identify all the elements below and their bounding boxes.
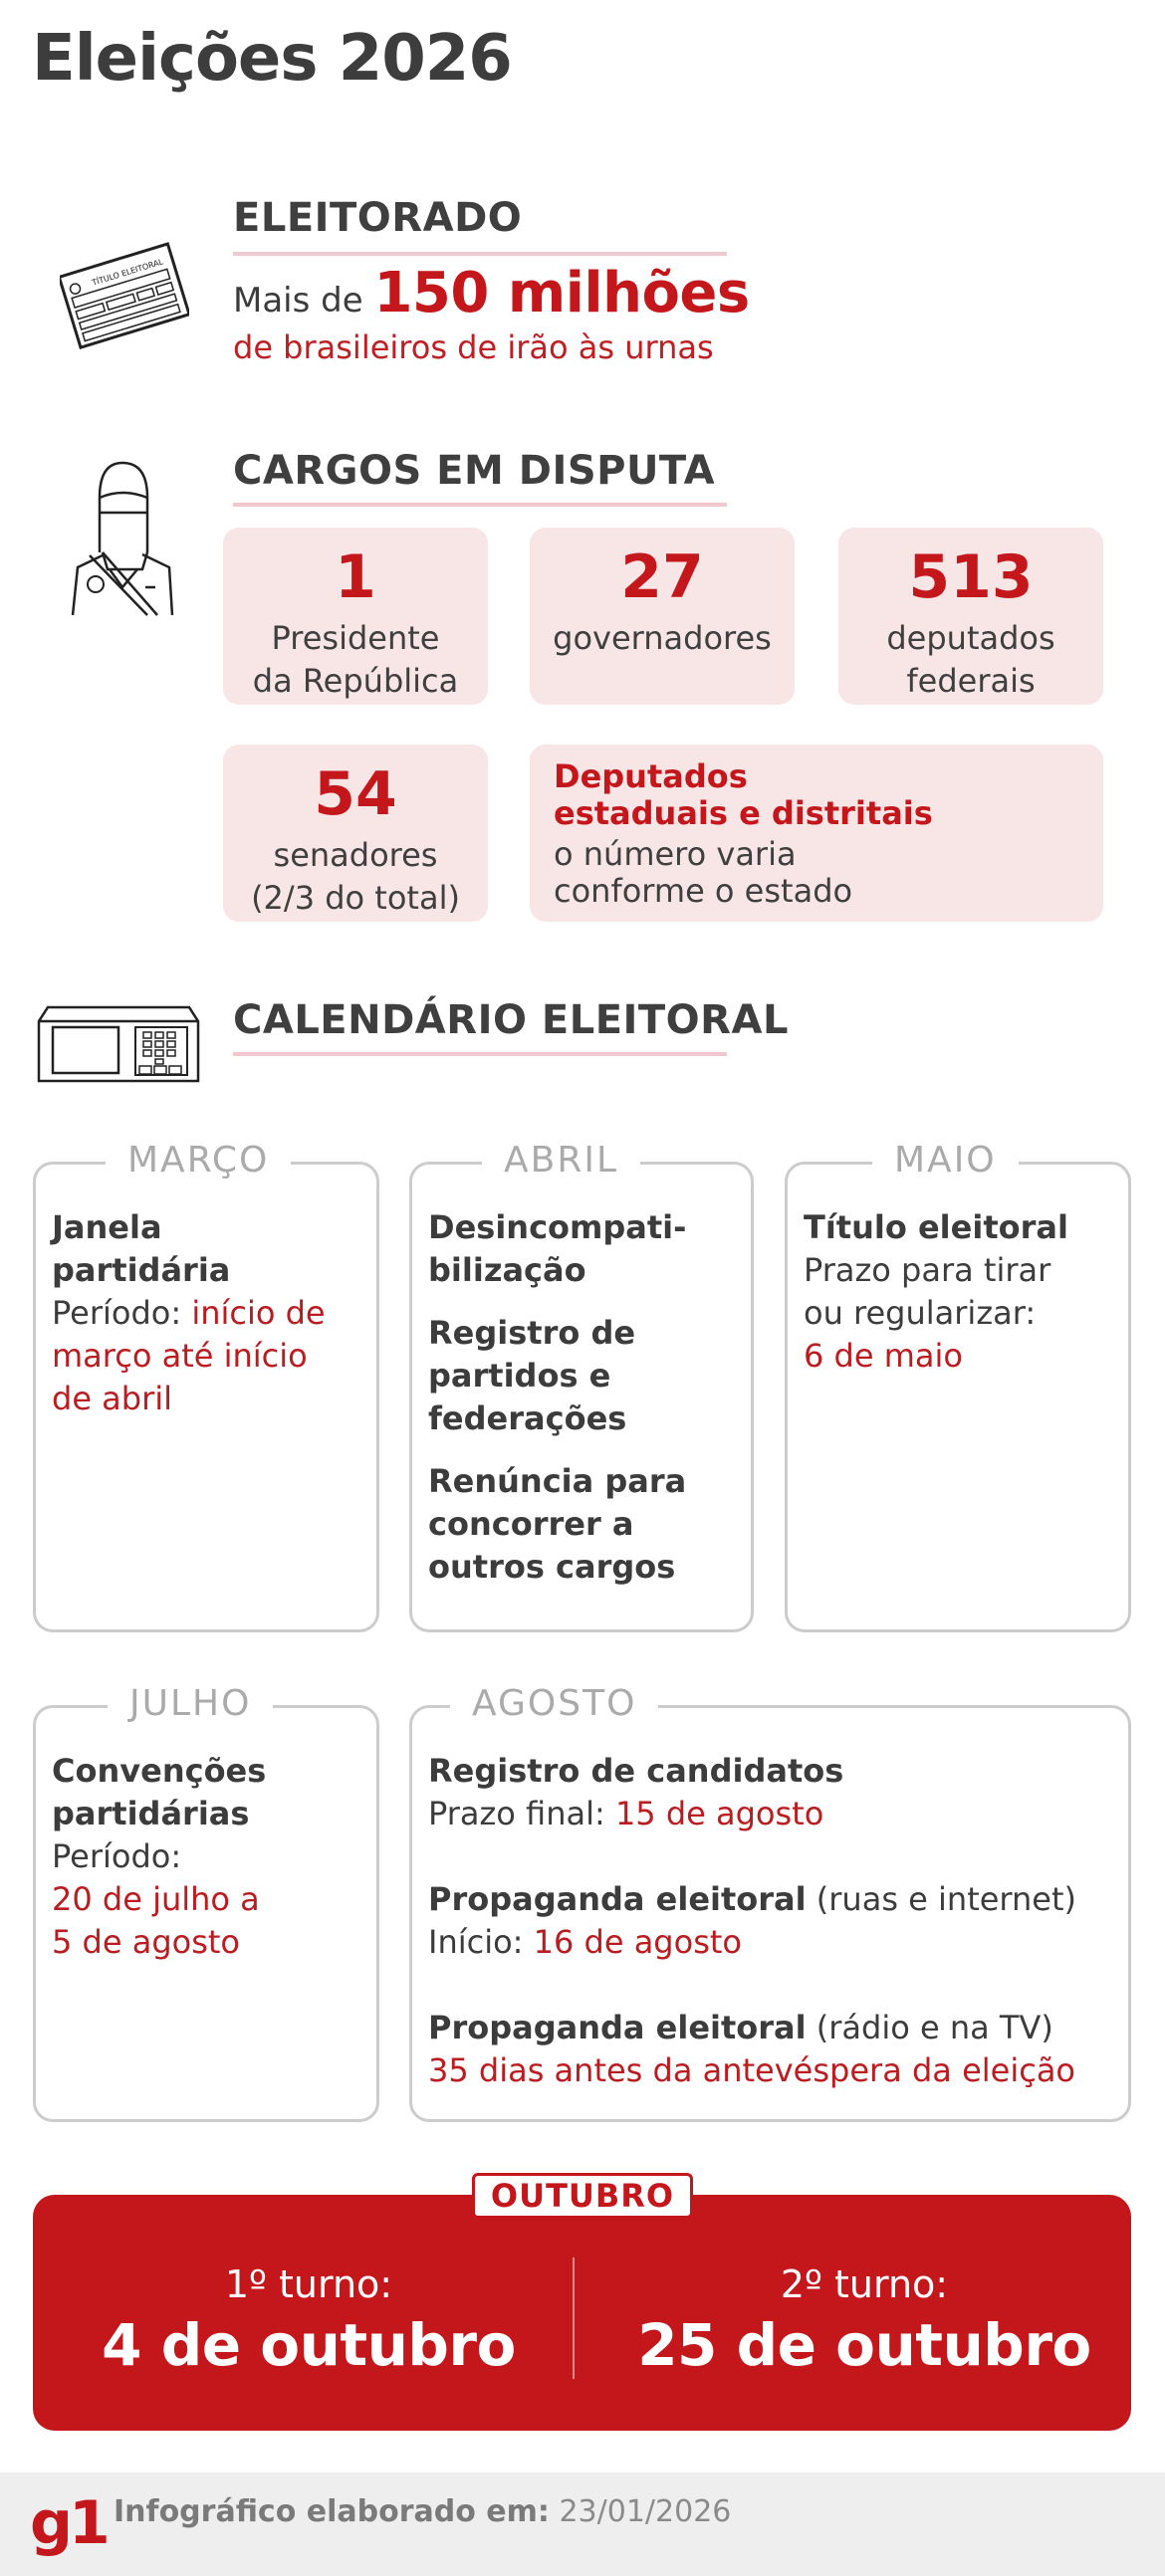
calendar-card-marco xyxy=(33,1140,379,1632)
event-title: Renúncia para xyxy=(428,1462,687,1500)
calendar-month-label: ABRIL xyxy=(482,1139,640,1182)
section-heading-cargos: CARGOS EM DISPUTA xyxy=(233,448,716,494)
event-title: partidos e xyxy=(428,1357,611,1395)
event-detail: Período: xyxy=(52,1837,182,1875)
event-title: concorrer a xyxy=(428,1505,634,1543)
event-title: Desincompati- xyxy=(428,1208,687,1246)
event-detail: Período: início de xyxy=(52,1294,326,1332)
event-date: 35 dias antes da antevéspera da eleição xyxy=(428,2051,1075,2089)
voter-count-value: 150 milhões xyxy=(373,261,750,325)
calendar-card-content xyxy=(428,1206,741,1589)
svg-text:TÍTULO ELEITORAL: TÍTULO ELEITORAL xyxy=(91,257,164,288)
footer-date: 23/01/2026 xyxy=(559,2494,732,2529)
calendar-month-label: JULHO xyxy=(108,1682,273,1726)
stat-label xyxy=(223,834,488,920)
event-date: início de xyxy=(191,1294,326,1332)
voter-count-prefix: Mais de xyxy=(233,281,363,321)
stat-label xyxy=(530,617,795,660)
wide-card-heading xyxy=(554,758,1079,832)
calendar-month-label: AGOSTO xyxy=(450,1682,658,1726)
g1-logo: g1 xyxy=(30,2488,107,2558)
event-title: federações xyxy=(428,1399,627,1437)
section-divider xyxy=(233,1052,727,1056)
calendar-month-label: MARÇO xyxy=(106,1139,291,1182)
event-date: de abril xyxy=(52,1380,173,1417)
event-title: Registro de xyxy=(428,1314,636,1352)
first-turn-date: 4 de outubro xyxy=(102,2311,516,2379)
event-title: partidárias xyxy=(52,1795,250,1832)
stat-number: 1 xyxy=(335,542,376,612)
stat-card-deputados-estaduais xyxy=(530,745,1103,922)
event-title: Convenções xyxy=(52,1752,267,1790)
voter-count-line xyxy=(233,261,750,325)
stat-card-governadores xyxy=(530,528,795,705)
calendar-card-julho xyxy=(33,1683,379,2122)
event-title: Propaganda eleitoral (rádio e na TV) xyxy=(428,2009,1053,2046)
event-detail: Prazo final: 15 de agosto xyxy=(428,1795,824,1832)
wide-card-body xyxy=(554,836,1079,910)
first-turn-label: 1º turno: xyxy=(224,2262,393,2306)
stat-number: 513 xyxy=(908,542,1034,612)
october-badge: OUTUBRO xyxy=(472,2173,693,2219)
second-turn-date: 25 de outubro xyxy=(637,2311,1091,2379)
calendar-card-abril xyxy=(409,1140,754,1632)
page-title: Eleições 2026 xyxy=(32,22,512,96)
event-date: março até início xyxy=(52,1337,308,1375)
wide-card-heading-line: Deputados xyxy=(554,757,748,795)
second-turn xyxy=(615,2262,1113,2380)
voter-card-icon xyxy=(60,227,189,366)
first-turn xyxy=(60,2262,558,2380)
calendar-card-content xyxy=(804,1206,1118,1378)
event-title: Título eleitoral xyxy=(804,1208,1068,1246)
event-date: 5 de agosto xyxy=(52,1923,240,1961)
event-title: outros cargos xyxy=(428,1548,676,1586)
stat-card-deputados-federais xyxy=(838,528,1103,705)
section-divider xyxy=(233,503,727,507)
section-divider xyxy=(233,252,727,256)
calendar-month-label: MAIO xyxy=(872,1139,1019,1182)
stat-card-presidente xyxy=(223,528,488,705)
stat-label-line: Presidente xyxy=(271,619,440,657)
event-date: 16 de agosto xyxy=(533,1923,742,1961)
stat-label-line: senadores xyxy=(273,836,438,874)
event-title: Registro de candidatos xyxy=(428,1752,844,1790)
stat-label xyxy=(223,617,488,703)
footer-credit xyxy=(114,2490,731,2534)
calendar-card-content xyxy=(52,1206,366,1420)
stat-card-senadores xyxy=(223,745,488,922)
stat-label xyxy=(838,617,1103,703)
event-detail: Prazo para tirar xyxy=(804,1251,1051,1289)
voter-count-subtext: de brasileiros de irão às urnas xyxy=(233,328,714,366)
stat-label-line: (2/3 do total) xyxy=(251,879,460,917)
event-date: 6 de maio xyxy=(804,1337,963,1375)
stat-label-line: deputados xyxy=(886,619,1055,657)
stat-number: 27 xyxy=(620,542,704,612)
event-date: 15 de agosto xyxy=(614,1795,824,1832)
president-sash-icon xyxy=(48,458,197,617)
event-detail: Início: 16 de agosto xyxy=(428,1923,742,1961)
stat-number: 54 xyxy=(314,759,397,829)
stat-label-line: federais xyxy=(906,662,1036,700)
stat-label-line: da República xyxy=(252,662,459,700)
calendar-card-content xyxy=(428,1750,1118,2092)
section-heading-calendario: CALENDÁRIO ELEITORAL xyxy=(233,997,789,1043)
footer-label: Infográfico elaborado em: xyxy=(114,2494,550,2529)
event-detail: ou regularizar: xyxy=(804,1294,1037,1332)
wide-card-heading-line: estaduais e distritais xyxy=(554,794,933,832)
voting-machine-icon xyxy=(36,1003,201,1085)
wide-card-body-line: conforme o estado xyxy=(554,872,853,910)
event-date: 20 de julho a xyxy=(52,1880,260,1918)
turn-divider xyxy=(573,2257,575,2379)
calendar-card-agosto xyxy=(409,1683,1131,2122)
wide-card-body-line: o número varia xyxy=(554,835,797,873)
event-title: Propaganda eleitoral (ruas e internet) xyxy=(428,1880,1077,1918)
event-title: partidária xyxy=(52,1251,231,1289)
event-title: bilização xyxy=(428,1251,586,1289)
second-turn-label: 2º turno: xyxy=(780,2262,949,2306)
calendar-card-content xyxy=(52,1750,366,1964)
calendar-card-maio xyxy=(785,1140,1131,1632)
event-title: Janela xyxy=(52,1208,162,1246)
section-heading-eleitorado: ELEITORADO xyxy=(233,195,523,241)
stat-label-line: governadores xyxy=(553,619,772,657)
